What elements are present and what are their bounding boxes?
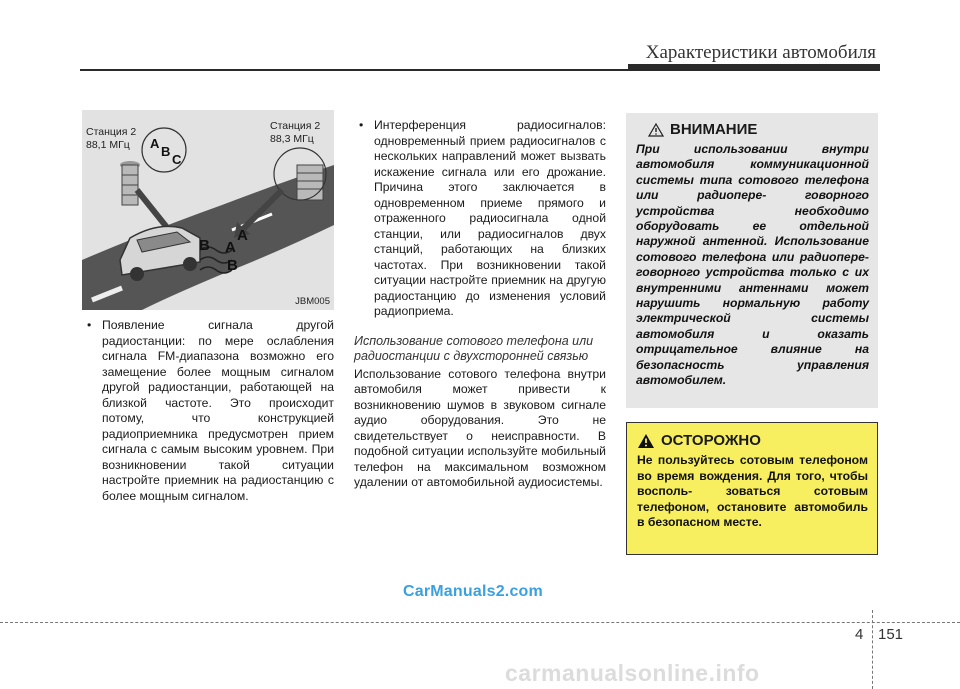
footer-vertical-divider [872, 610, 873, 689]
attention-title: ВНИМАНИЕ [670, 121, 758, 138]
signal-letter: A [150, 136, 160, 151]
section-paragraph: Использование сотового телефона внутри автомобиля может привести к возникновению шумов в звуковом сигнале аудио оборудования. Это не свидетельствует о неисправности. В подобной ситуации используйте мобильный телефон на максимальном возможном удалении от автомобильной аудиосистемы. [354, 366, 606, 489]
radio-interference-figure [82, 110, 334, 310]
bullet-interference: • Интерференция радиосигналов: одновременный прием радиосигналов с нескольких направлений может вызвать искажение сигнала или его дрожание. Причина этого заключается в одновременном приеме прямого и отраженного радиосигнала одной станции, или радиосигналов двух станций, работающих на близких частотах. При возникновении такой ситуации настройте приемник на другую радиостанцию до изменения условий радиоприема. [354, 118, 606, 320]
chapter-number: 4 [855, 626, 864, 643]
footer-dashed-rule [0, 622, 960, 623]
warning-header [637, 432, 868, 449]
attention-text: При использовании внутри автомобиля коммуникационной системы типа сотового телефона или радиопере- говорного устройства необходимо оборудовать ее отдельной наружной антенной. Использование сотового телефона или радиопере- говорного устройства только с их внутренними антеннами может нарушить нормальную работу электрической системы автомобиля и оказать отрицательное влияние на безопасность управления автомобилем. [636, 142, 869, 388]
warning-text: Не пользуйтесь сотовым телефоном во время вождения. Для того, чтобы восполь- зоваться сотовым телефоном, остановите автомобиль в безопасном месте. [637, 453, 868, 530]
station-label-right: Станция 2 88,3 МГц [270, 120, 321, 145]
attention-header [636, 121, 869, 138]
warning-triangle-icon [637, 433, 655, 449]
signal-letter: B [161, 144, 171, 159]
signal-letter: C [172, 152, 182, 167]
bullet-signal-replacement: • Появление сигнала другой радиостанции: по мере ослабления сигнала FM-диапазона возможно его замещение более мощным сигналом другой радиостанции, работающей на близкой частоте. Это происходит потому, что конструкцией радиоприемника предусмотрен прием сигнала с самым высоким уровнем. При возникновении такой ситуации настройте приемник на радиостанцию с более мощным сигналом. [82, 318, 334, 504]
left-text-column [82, 318, 334, 504]
middle-text-column [354, 118, 606, 491]
page-header-title: Характеристики автомобиля [645, 42, 876, 63]
section-subheading: Использование сотового телефона или радиостанции с двухсторонней связью [354, 333, 594, 363]
signal-letter: A [225, 239, 236, 256]
page-number: 151 [878, 626, 904, 643]
signal-letter: A [237, 227, 248, 244]
radio-tower-right [297, 165, 323, 200]
station-label-left: Станция 2 88,1 МГц [86, 126, 137, 151]
warning-title: ОСТОРОЖНО [661, 432, 761, 449]
signal-letter: B [227, 257, 238, 274]
caution-triangle-icon [648, 123, 664, 137]
warning-box [626, 422, 878, 555]
signal-letter: B [199, 237, 210, 254]
figure-code: JBM005 [295, 296, 330, 307]
radio-tower-left [120, 161, 140, 205]
site-watermark: carmanualsonline.info [505, 660, 760, 686]
header-rule [80, 69, 880, 71]
attention-box [626, 113, 878, 408]
carmanuals-watermark: CarManuals2.com [403, 583, 543, 600]
